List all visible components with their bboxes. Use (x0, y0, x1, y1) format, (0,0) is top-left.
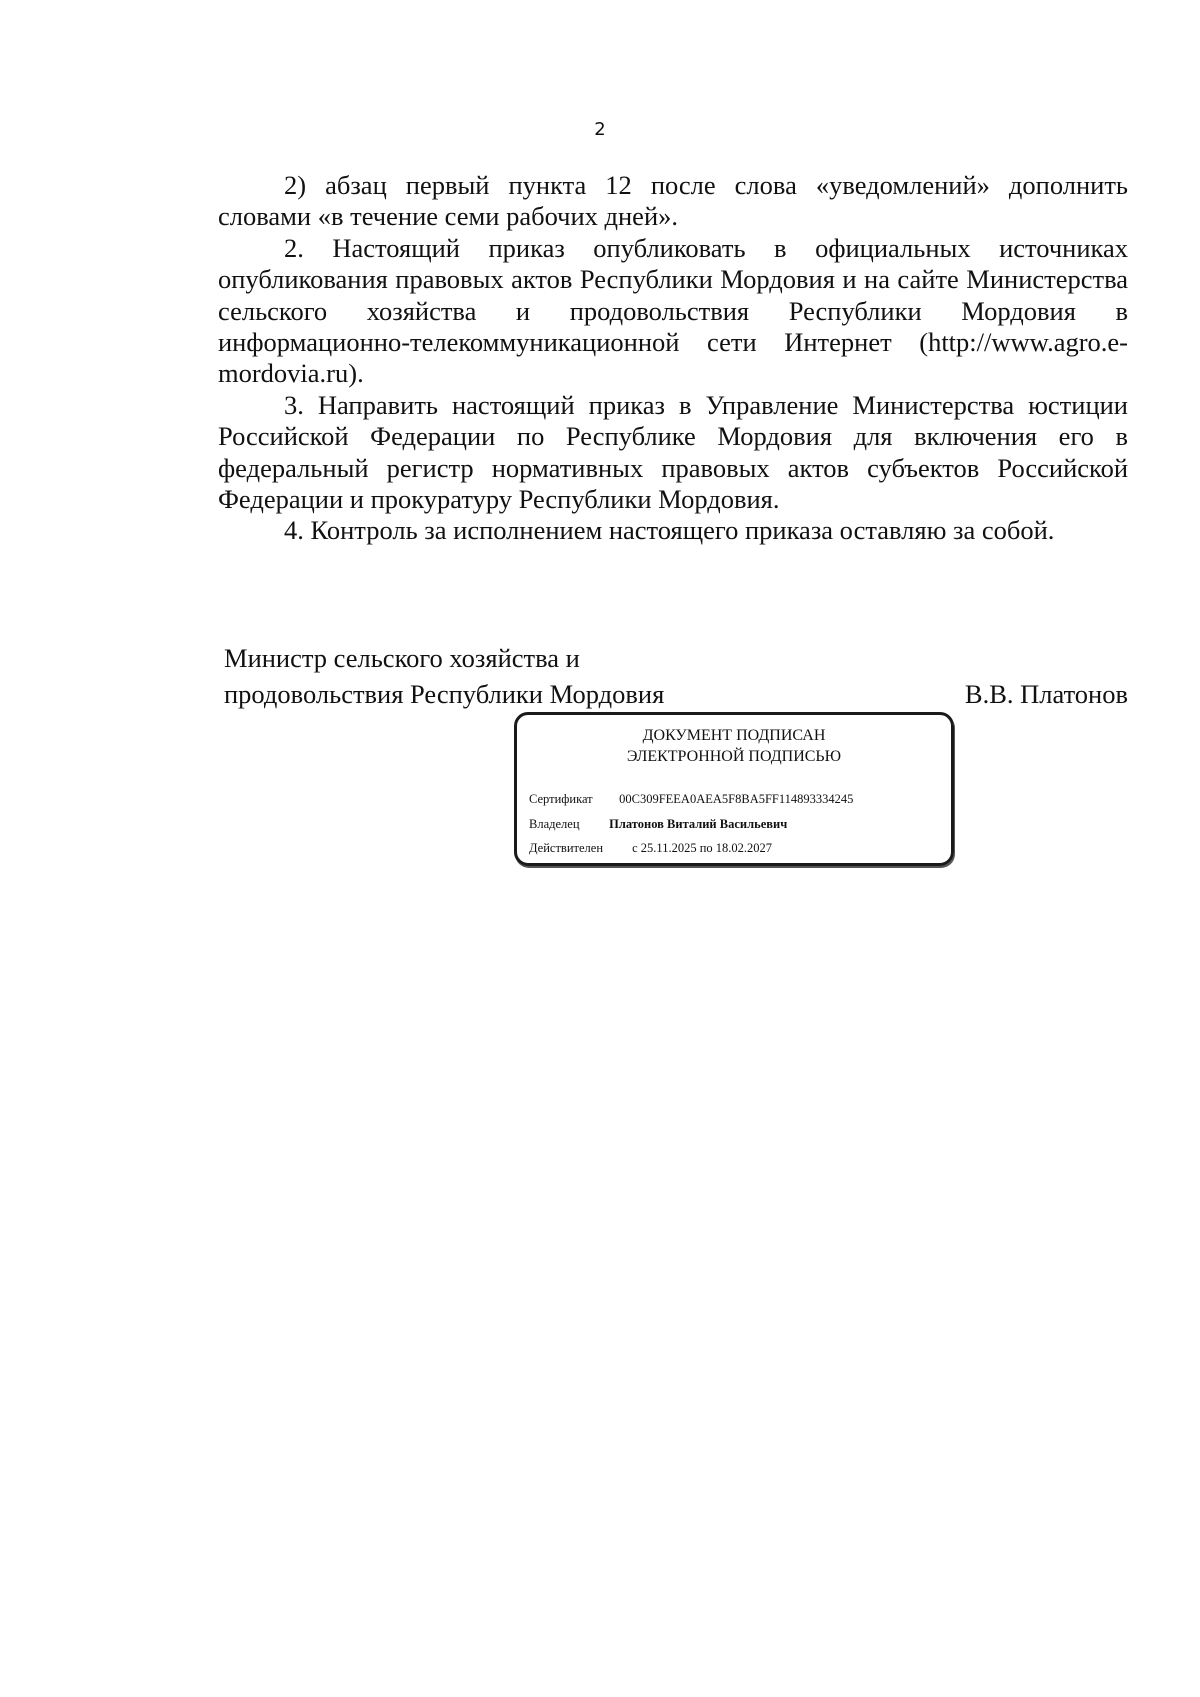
paragraph-publication: 2. Настоящий приказ опубликовать в официальных источниках опубликования правовых актов Республики Мордовия и на сайте Министерства сельского хозяйства и продовольствия Республики Мордовия в информационно-телекоммуникационной сети Интернет (http://www.agro.e-mordovia.ru). (218, 232, 1128, 389)
paragraph-control: 4. Контроль за исполнением настоящего приказа оставляю за собой. (284, 515, 1055, 546)
certificate-value: 00C309FEEA0AEA5F8BA5FF114893334245 (619, 792, 854, 806)
certificate-label: Сертификат (529, 792, 593, 806)
signatory-title-line-2: продовольствия Республики Мордовия (224, 679, 665, 709)
validity-label: Действителен (529, 841, 604, 855)
document-body (218, 170, 1128, 547)
signature-block (224, 640, 1128, 712)
stamp-certificate-row (529, 792, 853, 807)
stamp-heading-line-1: ДОКУМЕНТ ПОДПИСАН (642, 727, 826, 744)
owner-value: Платонов Виталий Васильевич (609, 817, 788, 831)
stamp-validity-row (529, 841, 772, 856)
stamp-heading (517, 725, 951, 767)
stamp-heading-line-2: ЭЛЕКТРОННОЙ ПОДПИСЬЮ (626, 748, 842, 765)
electronic-signature-stamp (514, 712, 954, 866)
page-number: 2 (594, 119, 606, 140)
signatory-title-line-1: Министр сельского хозяйства и (224, 643, 580, 673)
paragraph-amendment-2: 2) абзац первый пункта 12 после слова «уведомлений» дополнить словами «в течение семи рабочих дней». (218, 170, 1128, 232)
validity-value: с 25.11.2025 по 18.02.2027 (632, 841, 773, 855)
signatory-name: В.В. Платонов (964, 679, 1128, 709)
owner-label: Владелец (529, 817, 580, 831)
stamp-owner-row (529, 817, 787, 832)
paragraph-justice-ministry: 3. Направить настоящий приказ в Управление Министерства юстиции Российской Федерации по Республике Мордовия для включения его в федеральный регистр нормативных правовых актов субъектов Российской Федерации и прокуратуру Республики Мордовия. (218, 389, 1128, 515)
